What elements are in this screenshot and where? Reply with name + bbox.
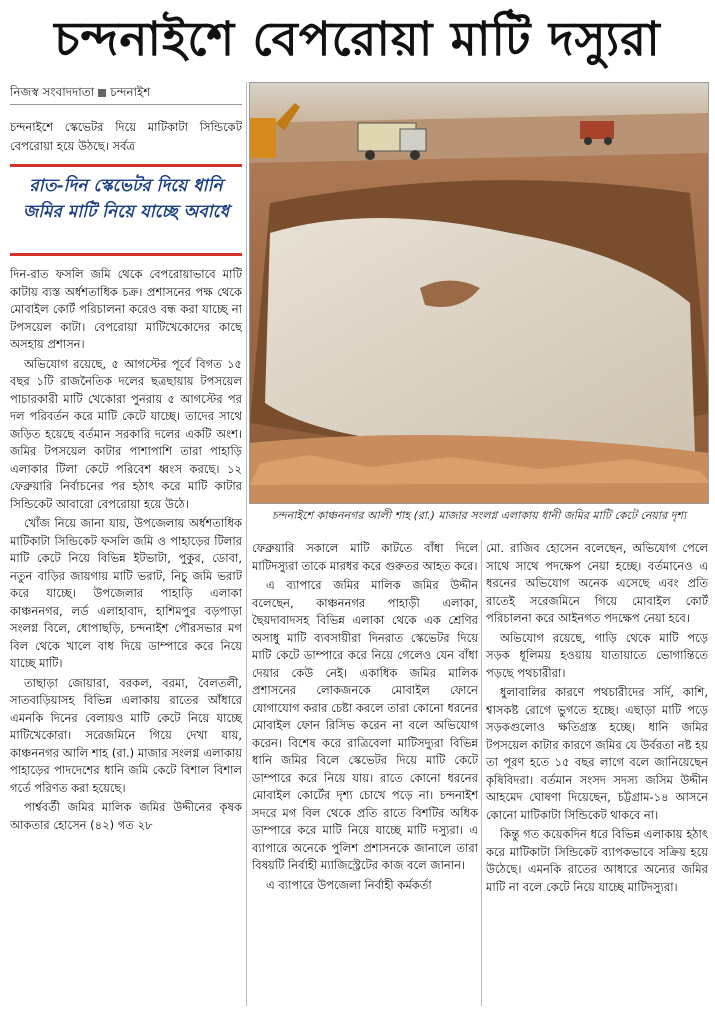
paragraph: অভিযোগ রয়েছে, গাড়ি থেকে মাটি পড়ে সড়ক ধূলিময় হওয়ায় যাতায়াতে ভোগান্তিতে পড়ছে পথচারীরা। xyxy=(486,630,708,680)
paragraph: তাছাড়া জোয়ারা, বরকল, বরমা, বৈলতলী, সাতবাড়িয়াসহ বিভিন্ন এলাকায় রাতের আঁধারে এমনকি দিনের বেলায়ও মাটি কেটে নিয়ে যাচ্ছে মাটিখেকোরা। সরেজমিনে গিয়ে দেখা যায়, কাঞ্চননগর আলি শাহ (রা.) মাজার সংলগ্ন এলাকায় পাহাড়ের পাদদেশের ধানি জমি কেটে বিশাল বিশাল গর্তে পরিণত করা হয়েছে। xyxy=(10,675,242,795)
column-divider xyxy=(481,540,482,1006)
paragraph: অভিযোগ রয়েছে, ৫ আগস্টের পূর্বে বিগত ১৫ বছর ১টি রাজনৈতিক দলের ছত্রছায়ায় টপসয়েল পাচারকারী মাটি খেকোরা পুনরায় ৫ আগস্টের পর দল পরিবর্তন করে মাটি কেটে যাচ্ছে। তাদের সাথে জড়িত হয়েছে বর্তমান সরকারি দলের একটি অংশ। জমির টপসয়েল কাটার পাশাপাশি তারা পাহাড়ি এলাকার টিলা কেটে পরিবেশ ধ্বংস করছে। ১২ ফেব্রুয়ারি নির্বাচনের পর হঠাৎ করে মাটি কাটার সিন্ডিকেট আবারো বেপরোয়া হয়ে উঠে। xyxy=(10,356,242,511)
paragraph: এ ব্যাপারে উপজেলা নির্বাহী কর্মকর্তা xyxy=(266,877,432,892)
paragraph: ফেব্রুয়ারি সকালে মাটি কাটতে বাঁধা দিলে মাটিদস্যুরা তাকে মারধর করে গুরুতর আহত করে। xyxy=(252,541,478,573)
intro-text: চন্দনাইশে স্কেভেটর দিয়ে মাটিকাটা সিন্ডিকেট বেপরোয়া হয়ে উঠছে। সর্বত্র xyxy=(10,120,242,153)
column-divider xyxy=(246,82,247,1006)
paragraph: খোঁজ নিয়ে জানা যায়, উপজেলায় অর্ধশতাধিক মাটিকাটা সিন্ডিকেট ফসলি জমি ও পাহাড়ের টিলার মাটি কেটে নিয়ে বিভিন্ন ইটভাটা, পুকুর, ডোবা, নতুন বাড়ির জায়গায় মাটি ভরাট, নিচু জমি ভরাট করে যাচ্ছে। উপজেলার পাহাড়ি এলাকা কাঞ্চননগর, লর্ড এলাহাবাদ, হাশিমপুর বড়পাড়া সংলগ্ন বিলে, ধোপাছড়ি, চন্দনাইশ পৌরসভার মগ বিল থেকে খালে বাধ দিয়ে ডাম্পারে করে নিয়ে যাচ্ছে মাটি। xyxy=(10,516,242,670)
pull-quote: রাত-দিন স্কেভেটর দিয়ে ধানি জমির মাটি নিয়ে যাচ্ছে অবাধে xyxy=(10,164,242,256)
byline-divider xyxy=(10,104,242,105)
excavation-pit-photo xyxy=(250,83,709,504)
paragraph: ধুলাবালির কারণে পথচারীদের সর্দি, কাশি, শ্বাসকষ্ট রোগে ভুগতে হচ্ছে। এছাড়া মাটি পড়ে সড়কগুলোও ক্ষতিগ্রস্ত হচ্ছে। ধানি জমির টপসয়েল কাটার কারণে জমির যে উর্বরতা নষ্ট হয় তা পূরণ হতে ১৫ বছর লাগে বলে জানিয়েছেন কৃষিবিদরা। বর্তমান সংসদ সদস্য জসিম উদ্দীন আহমেদ ঘোষণা দিয়েছেন, চট্টগ্রাম-১৪ আসনে কোনো মাটিকাটা সিন্ডিকেট থাকবে না। xyxy=(486,685,708,822)
paragraph: মো. রাজিব হোসেন বলেছেন, অভিযোগ পেলে সাথে সাথে পদক্ষেপ নেয়া হচ্ছে। বর্তমানেও এ ধরনের অভিযোগ অনেক এসেছে এবং প্রতি রাতেই সরেজমিনে গিয়ে মোবাইল কোর্ট পরিচালনা করে আইনগত পদক্ষেপ নেয়া হবে। xyxy=(486,541,708,625)
paragraph: পার্শ্ববর্তী জমির মালিক জমির উদ্দীনের কৃষক আকতার হোসেন (৪২) গত ২৮ xyxy=(10,800,242,832)
dateline-location: চন্দনাইশ xyxy=(110,85,151,99)
article-column-2 xyxy=(252,540,478,1006)
article-column-3 xyxy=(486,540,708,1006)
paragraph: এ ব্যাপারে জমির মালিক জমির উদ্দীন বলেছেন, কাঞ্চননগর পাহাড়ী এলাকা, ছৈয়দাবাদসহ বিভিন্ন এলাকা থেকে এক শ্রেণির অসাধু মাটি ব্যবসায়ীরা দিনরাত স্কেভেটর দিয়ে মাটি কেটে ডাম্পারে করে নিয়ে গেলেও যেন বাঁধা দেয়ার কেউ নেই। একাধিক জমির মালিক প্রশাসনের লোকজনকে মোবাইল ফোনে যোগাযোগ করার চেষ্টা করলে তারা কোনো ধরনের মোবাইল ফোন রিসিভ করেন না বলে অভিযোগ করেন। বিশেষ করে রাত্রিবেলা মাটিসদ্যুরা বিভিন্ন ধানি জমির বিলে স্কেভেটর দিয়ে মাটি কেটে ডাম্পারে করে নিয়ে যায়। রাতে কোনো ধরনের মোবাইল কোর্টের দৃশ্য চোখে পড়ে না। চন্দনাইশ সদরে মগ বিল থেকে প্রতি রাতে বিশটির অধিক ডাম্পারে করে মাটি নিয়ে যাচ্ছে মাটি দস্যুরা। এ ব্যাপারে অনেকে পুলিশ প্রশাসনকে জানালে তারা বিষয়টি নির্বাহী ম্যাজিস্ট্রেটের কাজ বলে জানান। xyxy=(252,578,478,872)
photo-caption: চন্দনাইশে কাঞ্চননগর আলী শাহ (রা.) মাজার সংলগ্ন এলাকায় ধানী জমির মাটি কেটে নেয়ার দৃশ্য xyxy=(271,509,687,522)
reporter: নিজস্ব সংবাদদাতা xyxy=(10,85,95,99)
headline: চন্দনাইশে বেপরোয়া মাটি দস্যুরা xyxy=(54,12,661,67)
square-bullet-icon xyxy=(98,89,106,97)
paragraph: কিন্তু গত কয়েকদিন ধরে বিভিন্ন এলাকায় হঠাৎ করে মাটিকাটা সিন্ডিকেট ব্যাপকভাবে সক্রিয় হয়ে উঠেছে। এমনকি রাতের আধারে অন্যের জমির মাটি না বলে কেটে নিয়ে যাচ্ছে মাটিদস্যুরা। xyxy=(486,827,708,894)
paragraph: দিন-রাত ফসলি জমি থেকে বেপরোয়াভাবে মাটি কাটায় ব্যস্ত অর্ধশতাধিক চক্র। প্রশাসনের পক্ষ থেকে মোবাইল কোর্ট পরিচালনা করেও বন্ধ করা যাচ্ছে না টপসয়েল কাটা। বেপরোয়া মাটিখেকোদের কাছে অসহায় প্রশাসন। xyxy=(10,267,242,351)
article-photo xyxy=(249,82,709,504)
byline xyxy=(10,82,245,102)
article-column-1 xyxy=(10,266,242,1006)
